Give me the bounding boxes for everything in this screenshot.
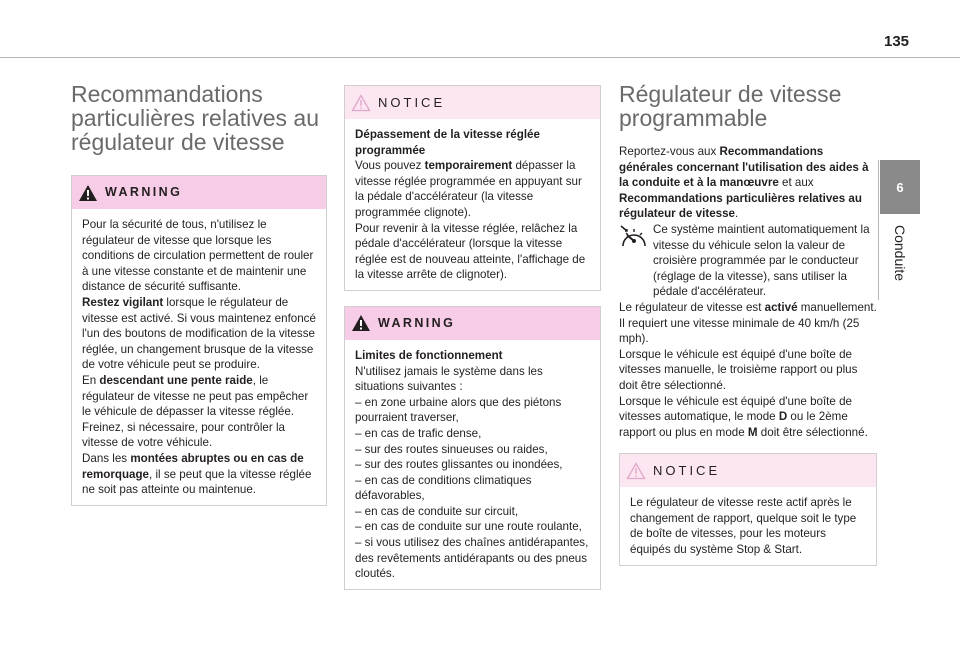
warning-intro: N'utilisez jamais le système dans les situations suivantes : [355,364,543,394]
warning-box-header [72,176,326,209]
cruise-description [619,222,877,300]
text: Lorsque le véhicule est équipé d'une boîte de vitesses automatique, le mode [619,394,852,424]
text: En [82,373,100,387]
notice-title: NOTICE [653,462,721,478]
notice-box-header [620,454,876,487]
notice-box-stop-start [619,453,877,565]
list-item: – sur des routes glissantes ou inondées, [355,458,563,472]
warning-triangle-icon [351,314,371,332]
text: Vous pouvez [355,159,425,173]
regulateur-text [619,144,877,440]
chapter-name-label: Conduite [892,224,908,282]
warning-box [71,175,327,506]
list-item: – en cas de conditions climatiques défavorables, [355,473,532,503]
text: . [735,207,739,221]
warning-box-limits [344,306,601,590]
list-item: – en cas de trafic dense, [355,426,482,440]
notice-triangle-icon [626,462,646,480]
bold-text: Dépassement de la vitesse réglée programmée [355,128,540,157]
header-rule [0,57,960,58]
notice-triangle-icon [351,94,371,112]
notice-title: NOTICE [378,94,446,110]
notice-body [620,487,876,564]
bold-text: temporairement [424,159,513,173]
text: Le régulateur de vitesse est [619,300,765,314]
bold-text: D [778,410,788,424]
column-right [619,82,877,566]
side-rule [878,160,879,300]
text: Dans les [82,451,131,465]
notice-subheading [355,127,590,158]
notice-paragraph: Le régulateur de vitesse reste actif après le changement de rapport, quelque soit le type de boîte de vitesses, pour les moteurs équipés du système Stop & Start. [630,496,857,557]
chapter-tab[interactable]: 6 [880,160,920,214]
list-item: – en cas de conduite sur circuit, [355,504,519,518]
text: et aux [778,176,814,190]
warning-paragraph [82,451,316,498]
notice-box [344,85,601,291]
bold-text: descendant une pente raide [99,373,253,387]
text: Reportez-vous aux [619,145,720,158]
column-middle [344,82,601,590]
text: , le régulateur de vitesse ne peut pas empêcher le véhicule de dépasser la vitesse réglée. [82,373,309,419]
text: dépasser la vitesse réglée programmée en appuyant sur la pédale d'accélérateur (la vitesse programmée clignote). [355,159,582,219]
warning-subheading [355,348,590,364]
bold-text: Recommandations particulières relatives au régulateur de vitesse [619,191,862,221]
bold-text: M [747,425,758,439]
limits-list [355,395,590,582]
paragraph [619,300,877,316]
warning-paragraph: Pour la sécurité de tous, n'utilisez le régulateur de vitesse que lorsque les conditions de circulation permettent de rouler à une vitesse constante et de maintenir une distance de sécurité suffisante. [82,218,314,294]
section-heading-recommandations: Recommandations particulières relatives au régulateur de vitesse [71,81,320,155]
notice-box-header [345,86,600,119]
bold-text: Recommandations générales concernant l'utilisation des aides à la conduite et à la manœuvre [619,145,869,190]
paragraph: Lorsque le véhicule est équipé d'une boîte de vitesses manuelle, le troisième rapport ou plus doit être sélectionné. [619,347,858,392]
warning-title: WARNING [378,315,456,330]
list-item: – si vous utilisez des chaînes antidérapantes, des revêtements antidérapants ou des pneus cloutés. [355,536,589,581]
bold-text: activé [764,300,798,314]
paragraph [619,394,877,441]
section-heading-regulateur: Régulateur de vitesse programmable [619,81,842,131]
text: manuellement. [797,300,877,314]
notice-body [345,119,600,290]
warning-title: WARNING [105,184,183,199]
warning-triangle-icon [78,184,98,202]
bold-text: Restez vigilant [82,295,164,309]
warning-paragraph [82,295,316,373]
warning-body [345,340,600,589]
chapter-name [880,218,920,288]
text: lorsque le régulateur de vitesse est activé. Si vous maintenez enfoncé l'un des boutons de modification de la vitesse réglée, un changement brusque de la vitesse de votre véhicule peut se produire. [82,295,316,372]
paragraph [619,144,877,222]
paragraph: Il requiert une vitesse minimale de 40 km/h (25 mph). [619,316,860,346]
list-item: – en zone urbaine alors que des piétons pourraient traverser, [355,395,562,425]
bold-text: Limites de fonctionnement [355,348,503,362]
list-item: – en cas de conduite sur une route roulante, [355,520,582,534]
notice-paragraph [355,158,590,220]
text: ou le 2ème rapport ou plus en mode [619,410,848,439]
warning-box-header [345,307,600,340]
paragraph: Ce système maintient automatiquement la vitesse du véhicule selon la valeur de croisière programmée par le conducteur (réglage de la vitesse), sans utiliser la pédale d'accélérateur. [653,222,870,299]
page-number: 135 [884,33,910,50]
warning-body [72,209,326,505]
list-item: – sur des routes sinueuses ou raides, [355,442,548,456]
cruise-control-icon [619,222,649,250]
warning-paragraph [82,373,316,420]
warning-paragraph: Freinez, si nécessaire, pour contrôler la vitesse de votre véhicule. [82,420,285,450]
text: , il se peut que la vitesse réglée ne soit pas atteinte ou maintenue. [82,467,312,497]
column-left [71,82,327,506]
bold-text: montées abruptes ou en cas de remorquage [82,451,304,481]
text: doit être sélectionné. [757,425,868,439]
notice-paragraph: Pour revenir à la vitesse réglée, relâchez la pédale d'accélérateur (lorsque la vitesse réglée est de nouveau atteinte, l'affichage de la vitesse arrête de clignoter). [355,221,586,282]
